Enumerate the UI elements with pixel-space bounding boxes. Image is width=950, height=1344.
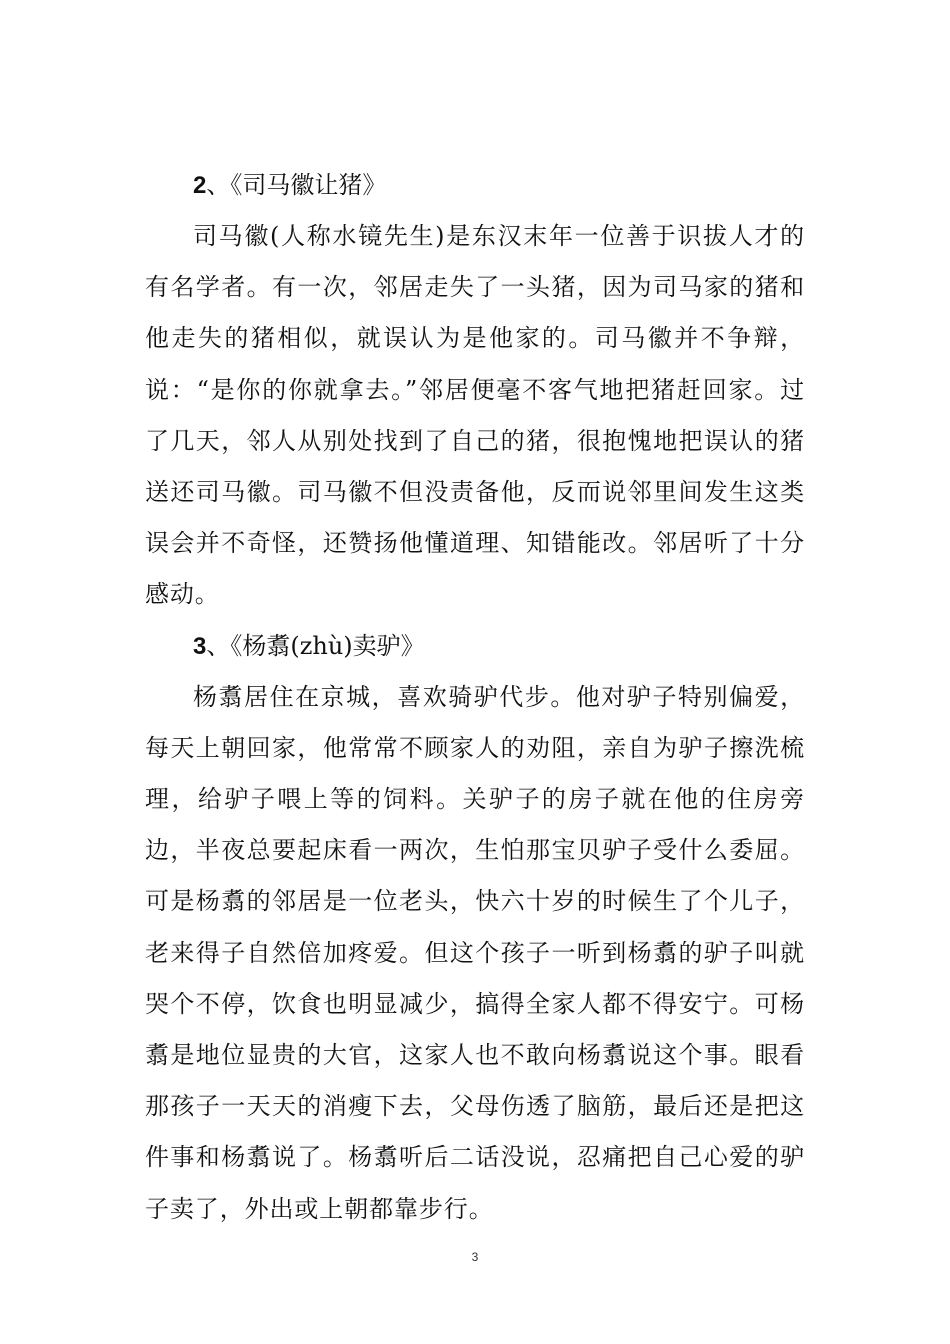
page-number: 3 bbox=[471, 1250, 479, 1264]
section-heading-3 bbox=[145, 621, 805, 672]
section-number: 2 bbox=[193, 172, 207, 199]
section-title: 《司马徽让猪》 bbox=[230, 171, 387, 199]
section-paragraph-3: 杨翥居住在京城，喜欢骑驴代步。他对驴子特别偏爱，每天上朝回家，他常常不顾家人的劝阻，亲自为驴子擦洗梳理，给驴子喂上等的饲料。关驴子的房子就在他的住房旁边，半夜总要起床看一两次，生怕那宝贝驴子受什么委屈。可是杨翥的邻居是一位老头，快六十岁的时候生了个儿子，老来得子自然倍加疼爱。但这个孩子一听到杨翥的驴子叫就哭个不停，饮食也明显减少，搞得全家人都不得安宁。可杨翥是地位显贵的大官，这家人也不敢向杨翥说这个事。眼看那孩子一天天的消瘦下去，父母伤透了脑筋，最后还是把这件事和杨翥说了。杨翥听后二话没说，忍痛把自己心爱的驴子卖了，外出或上朝都靠步行。 bbox=[145, 682, 805, 1223]
section-separator: 、 bbox=[206, 631, 231, 660]
section-separator: 、 bbox=[206, 171, 231, 199]
section-heading-2 bbox=[145, 160, 805, 211]
section-paragraph-2: 司马徽(人称水镜先生)是东汉末年一位善于识拔人才的有名学者。有一次，邻居走失了一头猪，因为司马家的猪和他走失的猪相似，就误认为是他家的。司马徽并不争辩，说：“是你的你就拿去。”邻居便毫不客气地把猪赶回家。过了几天，邻人从别处找到了自己的猪，很抱愧地把误认的猪送还司马徽。司马徽不但没责备他，反而说邻里间发生这类误会并不奇怪，还赞扬他懂道理、知错能改。邻居听了十分感动。 bbox=[145, 222, 805, 609]
document-body bbox=[145, 160, 805, 1235]
section-number: 3 bbox=[193, 632, 207, 660]
section-title: 《杨翥(zhù)卖驴》 bbox=[230, 631, 425, 660]
